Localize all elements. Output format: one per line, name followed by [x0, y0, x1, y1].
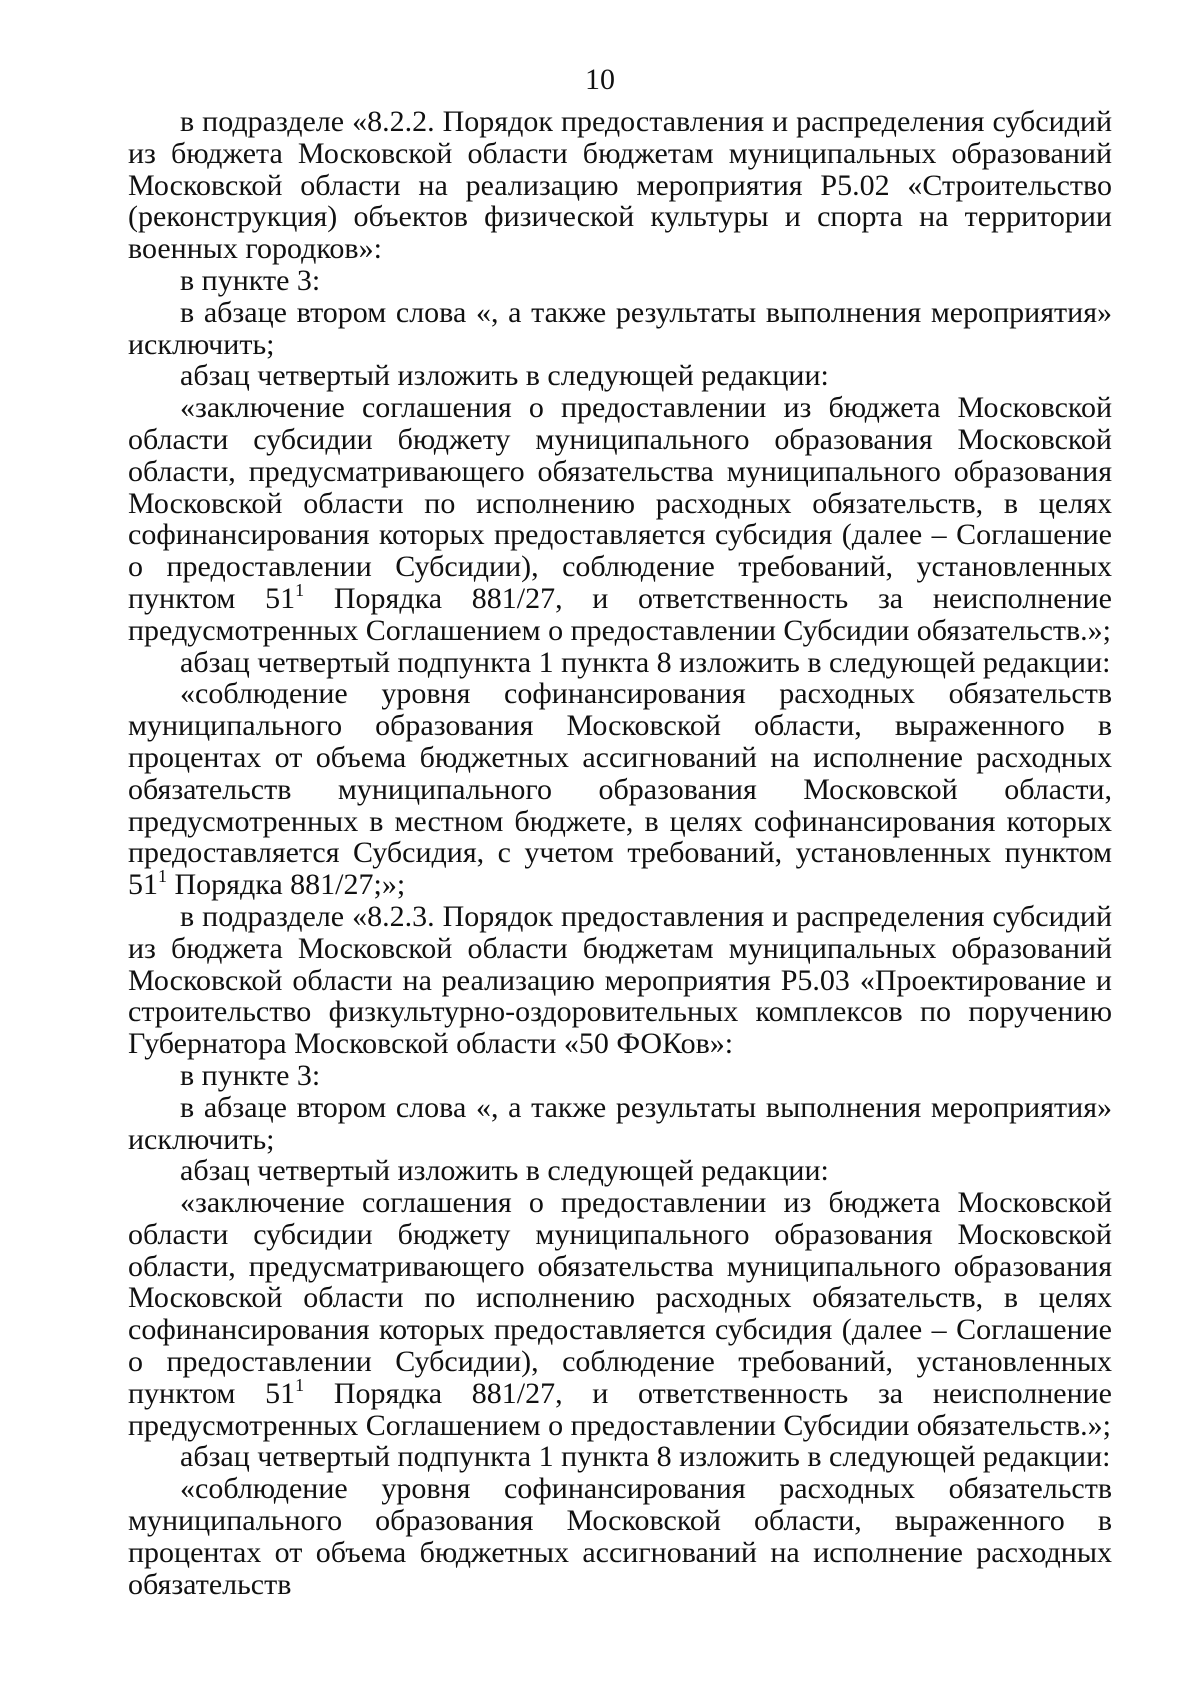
paragraph-fourth-abzac-intro: абзац четвертый изложить в следующей редакции:	[180, 1154, 829, 1188]
superscript-marker: 1	[158, 866, 167, 887]
superscript-marker: 1	[295, 579, 305, 600]
superscript-marker: 1	[295, 1374, 305, 1395]
paragraph-second-abzac: в абзаце втором слова «, а также результаты выполнения мероприятия» исключить;	[128, 1090, 1112, 1156]
paragraph-text: «заключение соглашения о предоставлении из бюджета Московской области субсидии бюджету муниципального образования Московской области, предусматривающего обязательства муниципального образования Московской области по исполнению расходных обязательств, в целях софинансирования которых предоставляется субсидия (далее – Соглашение о предоставлении Субсидии), соблюдение требований, установленных пунктом 51	[128, 391, 1112, 615]
paragraph-subsection-8-2-2: в подразделе «8.2.2. Порядок предоставления и распределения субсидий из бюджета Московской области бюджетам муниципальных образований Московской области на реализацию мероприятия Р5.02 «Строительство (реконструкция) объектов физической культуры и спорта на территории военных городков»:	[128, 105, 1112, 266]
paragraph-second-abzac: в абзаце втором слова «, а также результаты выполнения мероприятия» исключить;	[128, 295, 1112, 361]
page-number: 10	[585, 63, 615, 96]
paragraph-text: Порядка 881/27;»;	[167, 868, 406, 902]
paragraph-item-3: в пункте 3:	[180, 263, 321, 297]
paragraph-subitem-intro: абзац четвертый подпункта 1 пункта 8 изложить в следующей редакции:	[180, 1440, 1111, 1474]
paragraph-text: «заключение соглашения о предоставлении из бюджета Московской области субсидии бюджету муниципального образования Московской области, предусматривающего обязательства муниципального образования Московской области по исполнению расходных обязательств, в целях софинансирования которых предоставляется субсидия (далее – Соглашение о предоставлении Субсидии), соблюдение требований, установленных пунктом 51	[128, 1186, 1112, 1410]
document-body	[128, 106, 1112, 1600]
paragraph-text: Порядка 881/27, и ответственность за неисполнение предусмотренных Соглашением о предоставлении Субсидии обязательств.»;	[128, 581, 1113, 647]
paragraph-cofinancing-quote	[128, 678, 1112, 901]
paragraph-text: «соблюдение уровня софинансирования расходных обязательств муниципального образования Московской области, выраженного в процентах от объема бюджетных ассигнований на исполнение расходных обязательств муниципального образования Московской области, предусмотренных в местном бюджете, в целях софинансирования которых предоставляется Субсидия, с учетом требований, установленных пунктом 51	[128, 677, 1112, 902]
paragraph-subsection-8-2-3: в подразделе «8.2.3. Порядок предоставления и распределения субсидий из бюджета Московской области бюджетам муниципальных образований Московской области на реализацию мероприятия Р5.03 «Проектирование и строительство физкультурно-оздоровительных комплексов по поручению Губернатора Московской области «50 ФОКов»:	[128, 899, 1112, 1061]
paragraph-agreement-quote	[128, 392, 1112, 646]
paragraph-item-3: в пункте 3:	[180, 1058, 321, 1092]
paragraph-subitem-intro: абзац четвертый подпункта 1 пункта 8 изложить в следующей редакции:	[180, 645, 1111, 679]
paragraph-agreement-quote	[128, 1187, 1112, 1441]
paragraph-cofinancing-quote-partial: «соблюдение уровня софинансирования расходных обязательств муниципального образования Московской области, выраженного в процентах от объема бюджетных ассигнований на исполнение расходных обязательств	[128, 1472, 1112, 1601]
paragraph-fourth-abzac-intro: абзац четвертый изложить в следующей редакции:	[180, 359, 829, 393]
paragraph-text: Порядка 881/27, и ответственность за неисполнение предусмотренных Соглашением о предоставлении Субсидии обязательств.»;	[128, 1376, 1113, 1442]
